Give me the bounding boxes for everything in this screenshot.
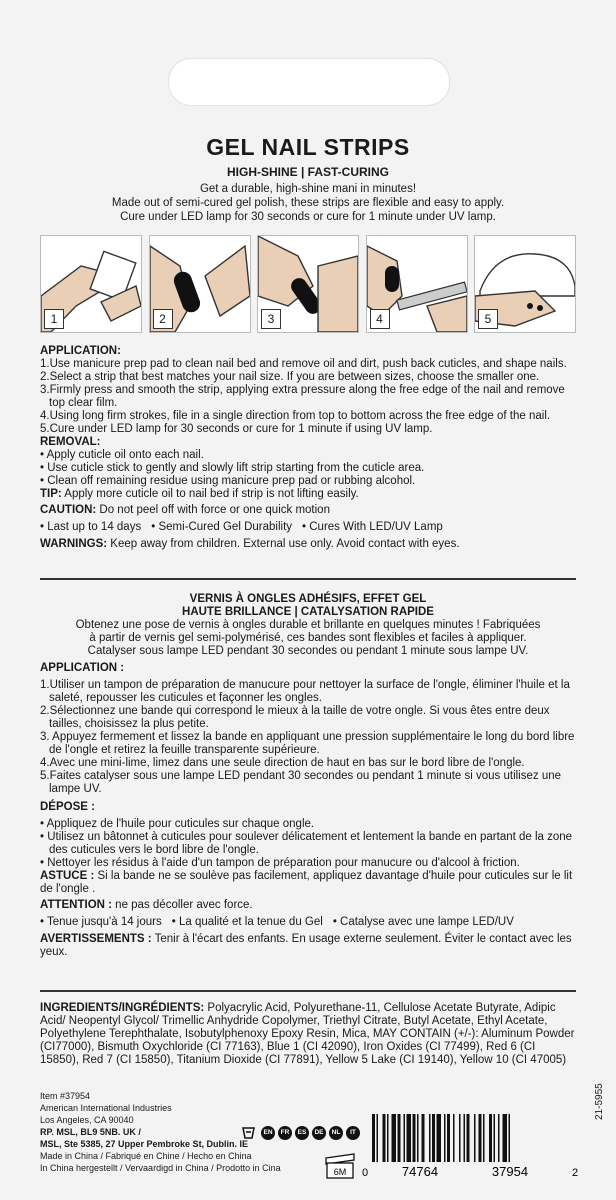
- language-badge: NL: [329, 1126, 343, 1140]
- tip-text: Apply more cuticle oil to nail bed if strip is not lifting easily.: [61, 488, 359, 500]
- fr-intro-line: Obtenez une pose de vernis à ongles durable et brillante en quelques minutes ! Fabriquées: [75, 619, 541, 631]
- fr-application-step: 3. Appuyez fermement et lissez la bande en appliquant une pression supplémentaire le long du bord libre de l'ongle et retirez la feuille transparente supérieure.: [40, 731, 575, 756]
- step-3-panel: [257, 235, 359, 333]
- fr-caution-text: ne pas décoller avec force.: [111, 899, 253, 911]
- step-2-panel: [149, 235, 251, 333]
- fr-warnings-line: [40, 933, 576, 959]
- feature-item: • Semi-Cured Gel Durability: [151, 521, 293, 533]
- ingredients-text: Polyacrylic Acid, Polyurethane-11, Cellulose Acetate Butyrate, Adipic Acid/ Neopentyl Glycol/ Trimellic Anhydride Copolymer, Triethyl Citrate, Butyl Acetate, Ethyl Acetate, Polyethylene Terephthalate, Isobutylphenoxy Epoxy Resin, Mica, MAY CONTAIN (+/-): Aluminum Powder (CI77000), Bismuth Oxychloride (CI 77163), Blue 1 (CI 42090), Iron Oxides (CI 77499), Red 6 (CI 15850), Red 7 (CI 15850), Titanium Dioxide (CI 77891), Yellow 5 Lake (CI 19140), Yellow 10 (CI 47005): [40, 1002, 575, 1066]
- intro-line: Made out of semi-cured gel polish, these strips are flexible and easy to apply.: [111, 197, 505, 209]
- language-badge: DE: [312, 1126, 326, 1140]
- step-number: 5: [478, 309, 498, 329]
- product-subtitle: HIGH-SHINE | FAST-CURING: [226, 165, 390, 179]
- step-1-panel: [40, 235, 142, 333]
- warnings-label: WARNINGS:: [40, 538, 108, 550]
- recycle-hand-icon: [240, 1124, 258, 1142]
- barcode-bar: [447, 1114, 450, 1162]
- feature-item: • Cures With LED/UV Lamp: [302, 521, 443, 533]
- intro-line: Cure under LED lamp for 30 seconds or cure for 1 minute under UV lamp.: [120, 211, 496, 223]
- barcode-bar: [413, 1114, 416, 1162]
- pao-jar-icon: [322, 1148, 358, 1180]
- barcode-bar: [474, 1114, 476, 1162]
- msl-address: MSL, Ste 5385, 27 Upper Pembroke St, Dublin. IE: [40, 1139, 249, 1149]
- barcode-bar: [429, 1114, 431, 1162]
- fr-feature-item: • Tenue jusqu'à 14 jours: [40, 916, 162, 928]
- barcode-bar: [494, 1114, 496, 1162]
- company-city: Los Angeles, CA 90040: [40, 1115, 134, 1125]
- ingredients-section: [40, 1002, 576, 1067]
- features-row: [40, 521, 576, 534]
- feature-item: • Last up to 14 days: [40, 521, 142, 533]
- made-in-line: Made in China / Fabriqué en Chine / Hecho en China: [40, 1151, 252, 1161]
- fr-intro-line: Catalyser sous lampe LED pendant 30 secondes ou pendant 1 minute sous lampe UV.: [87, 645, 529, 657]
- company-name: American International Industries: [40, 1103, 172, 1113]
- application-heading: APPLICATION:: [40, 345, 121, 357]
- fr-removal-step: • Utilisez un bâtonnet à cuticules pour soulever délicatement et lentement la bande en partant de la zone des cuticules vers le bord libre de l'ongle.: [40, 831, 573, 856]
- barcode-bar: [372, 1114, 375, 1162]
- fr-feature-item: • Catalyse avec une lampe LED/UV: [332, 916, 514, 928]
- barcode-bar: [479, 1114, 482, 1162]
- barcode-bar: [483, 1114, 485, 1162]
- language-badge: EN: [261, 1126, 275, 1140]
- barcode-bar: [509, 1114, 511, 1162]
- step-number: 4: [370, 309, 390, 329]
- caution-text: Do not peel off with force or one quick motion: [96, 504, 330, 516]
- tip-label: TIP:: [40, 488, 62, 500]
- fr-warnings-text: Tenir à l'écart des enfants. En usage externe seulement. Éviter le contact avec les yeux.: [40, 933, 572, 958]
- removal-step: • Clean off remaining residue using manicure prep pad or rubbing alcohol.: [40, 475, 416, 487]
- item-number: Item #37954: [40, 1091, 91, 1101]
- barcode-digit: 0: [362, 1167, 369, 1178]
- ingredients-label: INGREDIENTS/INGRÉDIENTS:: [40, 1002, 205, 1014]
- barcode: [360, 1112, 580, 1178]
- barcode-bar: [404, 1114, 406, 1162]
- step-5-panel: [474, 235, 576, 333]
- application-step: 5.Cure under LED lamp for 30 seconds or cure for 1 minute if using UV lamp.: [40, 423, 433, 435]
- recycle-language-badges: [240, 1124, 360, 1142]
- made-in-line: In China hergestellt / Vervaardigd in China / Prodotto in Cina: [40, 1163, 281, 1173]
- barcode-bar: [489, 1114, 492, 1162]
- step-number: 2: [153, 309, 173, 329]
- barcode-bar: [437, 1114, 442, 1162]
- barcode-digits: 74764: [401, 1164, 439, 1178]
- removal-step: • Apply cuticle oil onto each nail.: [40, 449, 204, 461]
- fr-application-step: 1.Utiliser un tampon de préparation de manucure pour nettoyer la surface de l'ongle, éliminer l'huile et la saleté, repousser les cuticules et façonner les ongles.: [40, 679, 570, 704]
- fr-tip-label: ASTUCE :: [40, 870, 95, 882]
- caution-label: CAUTION:: [40, 504, 97, 516]
- section-divider: [40, 990, 576, 992]
- barcode-bar: [444, 1114, 446, 1162]
- caution-line: [40, 504, 576, 517]
- french-section: [40, 593, 576, 959]
- barcode-bar: [453, 1114, 455, 1162]
- removal-heading: REMOVAL:: [40, 436, 101, 448]
- barcode-bar: [422, 1114, 425, 1162]
- section-divider: [40, 578, 576, 580]
- barcode-bar: [398, 1114, 401, 1162]
- fr-application-step: 4.Avec une mini-lime, limez dans une seule direction de haut en bas sur le bord libre de l'ongle.: [40, 757, 525, 769]
- fr-title: VERNIS À ONGLES ADHÉSIFS, EFFET GEL: [189, 593, 427, 605]
- fr-tip-line: [40, 870, 576, 896]
- product-intro: [60, 182, 556, 224]
- product-code: 21-5955: [594, 1083, 605, 1120]
- application-step: 3.Firmly press and smooth the strip, applying extra pressure along the free edge of the nail and remove top clear film.: [40, 384, 565, 409]
- barcode-digits: 37954: [491, 1164, 529, 1178]
- fr-removal-step: • Appliquez de l'huile pour cuticules sur chaque ongle.: [40, 818, 315, 830]
- application-step: 2.Select a strip that best matches your nail size. If you are between sizes, choose the smaller one.: [40, 371, 540, 383]
- step-number: 1: [44, 309, 64, 329]
- steps-illustration: [40, 235, 576, 333]
- removal-step: • Use cuticle stick to gently and slowly lift strip starting from the cuticle area.: [40, 462, 425, 474]
- barcode-bar: [459, 1114, 461, 1162]
- fr-subtitle: HAUTE BRILLANCE | CATALYSATION RAPIDE: [182, 606, 434, 618]
- step-number: 3: [261, 309, 281, 329]
- fr-intro-line: à partir de vernis gel semi-polymérisé, ces bandes sont flexibles et faciles à appliquer.: [89, 632, 527, 644]
- barcode-digit: 2: [572, 1167, 579, 1178]
- fr-feature-item: • La qualité et la tenue du Gel: [171, 916, 323, 928]
- intro-line: Get a durable, high-shine mani in minutes!: [199, 183, 417, 195]
- barcode-bar: [383, 1114, 386, 1162]
- tip-line: [40, 488, 576, 501]
- barcode-bar: [392, 1114, 397, 1162]
- fr-caution-line: [40, 899, 576, 912]
- warnings-line: [40, 538, 576, 551]
- barcode-bar: [432, 1114, 435, 1162]
- product-title: GEL NAIL STRIPS: [206, 134, 410, 160]
- barcode-bar: [498, 1114, 500, 1162]
- warnings-text: Keep away from children. External use only. Avoid contact with eyes.: [107, 538, 460, 550]
- barcode-bar: [417, 1114, 419, 1162]
- barcode-bar: [407, 1114, 412, 1162]
- application-step: 4.Using long firm strokes, file in a single direction from top to bottom across the free edge of the nail.: [40, 410, 551, 422]
- fr-tip-text: Si la bande ne se soulève pas facilement, appliquez davantage d'huile pour cuticules sur le lit de l'ongle .: [40, 870, 573, 895]
- barcode-bar: [377, 1114, 379, 1162]
- fr-application-step: 2.Sélectionnez une bande qui correspond le mieux à la taille de votre ongle. Si vous êtes entre deux tailles, choisissez la plus petite.: [40, 705, 550, 730]
- barcode-bar: [464, 1114, 466, 1162]
- language-badge: IT: [346, 1126, 360, 1140]
- language-badge: ES: [295, 1126, 309, 1140]
- rp-address: RP. MSL, BL9 5NB. UK /: [40, 1127, 141, 1137]
- step-4-panel: [366, 235, 468, 333]
- fr-features-row: [40, 916, 576, 929]
- barcode-bar: [503, 1114, 508, 1162]
- fr-application-heading: APPLICATION :: [40, 662, 125, 674]
- barcode-bar: [467, 1114, 470, 1162]
- language-badge: FR: [278, 1126, 292, 1140]
- fr-caution-label: ATTENTION :: [40, 899, 112, 911]
- barcode-bar: [387, 1114, 389, 1162]
- hang-hole: [168, 58, 450, 106]
- application-section: [40, 345, 576, 551]
- fr-removal-heading: DÉPOSE :: [40, 801, 95, 813]
- application-step: 1.Use manicure prep pad to clean nail bed and remove oil and dirt, push back cuticles, and shape nails.: [40, 358, 567, 370]
- fr-warnings-label: AVERTISSEMENTS :: [40, 933, 152, 945]
- fr-application-step: 5.Faites catalyser sous une lampe LED pendant 30 secondes ou pendant 1 minute si vous utilisez une lampe UV.: [40, 770, 562, 795]
- fr-removal-step: • Nettoyer les résidus à l'aide d'un tampon de préparation pour manucure ou d'alcool à friction.: [40, 857, 520, 869]
- pao-label: 6M: [333, 1167, 347, 1177]
